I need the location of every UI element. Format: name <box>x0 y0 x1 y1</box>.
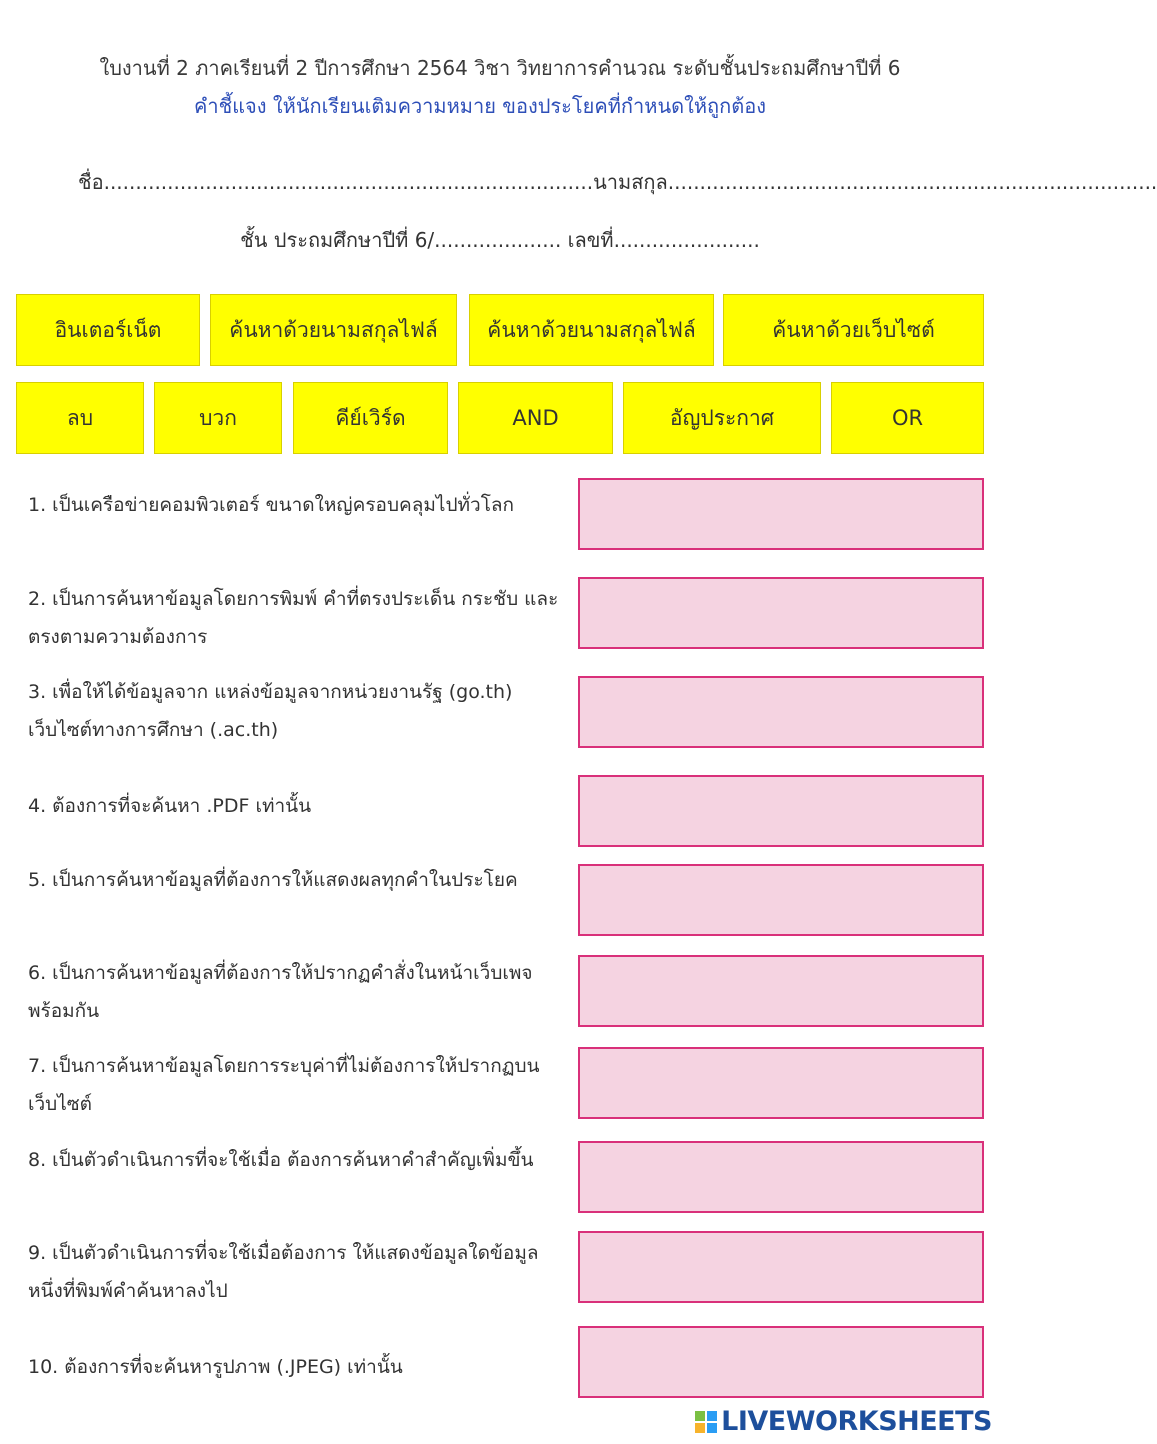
answer-box-3[interactable] <box>578 676 984 748</box>
question-1: 1. เป็นเครือข่ายคอมพิวเตอร์ ขนาดใหญ่ครอบคลุมไปทั่วโลก <box>28 494 515 516</box>
question-5: 5. เป็นการค้นหาข้อมูลที่ต้องการให้แสดงผลทุกคำในประโยค <box>28 869 518 891</box>
word-card-internet[interactable]: อินเตอร์เน็ต <box>16 294 200 366</box>
question-8: 8. เป็นตัวดำเนินการที่จะใช้เมื่อ ต้องการค้นหาคำสำคัญเพิ่มขึ้น <box>28 1149 534 1171</box>
instruction-text: คำชี้แจง ให้นักเรียนเติมความหมาย ของประโยคที่กำหนดให้ถูกต้อง <box>193 94 767 118</box>
answer-box-7[interactable] <box>578 1047 984 1119</box>
word-card-and[interactable]: AND <box>458 382 613 454</box>
answer-box-1[interactable] <box>578 478 984 550</box>
word-card-plus[interactable]: บวก <box>154 382 282 454</box>
question-10: 10. ต้องการที่จะค้นหารูปภาพ (.JPEG) เท่านั้น <box>28 1356 403 1378</box>
answer-box-8[interactable] <box>578 1141 984 1213</box>
answer-box-10[interactable] <box>578 1326 984 1398</box>
name-field-line: ชื่อ.............................................................................นามสกุล............................................................................. <box>78 170 1157 194</box>
word-card-search-by-extension-1[interactable]: ค้นหาด้วยนามสกุลไฟล์ <box>210 294 457 366</box>
liveworksheets-logo <box>695 1406 992 1437</box>
answer-box-5[interactable] <box>578 864 984 936</box>
question-3: 3. เพื่อให้ได้ข้อมูลจาก แหล่งข้อมูลจากหน่วยงานรัฐ (go.th) เว็บไซต์ทางการศึกษา (.ac.th) <box>28 681 513 741</box>
logo-text: LIVEWORKSHEETS <box>721 1406 992 1437</box>
question-9: 9. เป็นตัวดำเนินการที่จะใช้เมื่อต้องการ ให้แสดงข้อมูลใดข้อมูลหนึ่งที่พิมพ์คำค้นหาลงไป <box>28 1242 539 1302</box>
answer-box-2[interactable] <box>578 577 984 649</box>
class-field-line: ชั้น ประถมศึกษาปีที่ 6/.................... เลขที่....................... <box>240 228 760 252</box>
answer-box-6[interactable] <box>578 955 984 1027</box>
question-6: 6. เป็นการค้นหาข้อมูลที่ต้องการให้ปรากฏคำสั่งในหน้าเว็บเพจพร้อมกัน <box>28 962 533 1022</box>
question-7: 7. เป็นการค้นหาข้อมูลโดยการระบุค่าที่ไม่ต้องการให้ปรากฏบนเว็บไซต์ <box>28 1055 540 1115</box>
worksheet-title: ใบงานที่ 2 ภาคเรียนที่ 2 ปีการศึกษา 2564 วิชา วิทยาการคำนวณ ระดับชั้นประถมศึกษาปีที่ 6 <box>99 56 901 80</box>
logo-blocks-icon <box>695 1411 717 1433</box>
answer-box-4[interactable] <box>578 775 984 847</box>
word-card-keyword[interactable]: คีย์เวิร์ด <box>293 382 448 454</box>
answer-box-9[interactable] <box>578 1231 984 1303</box>
word-card-quotes[interactable]: อัญประกาศ <box>623 382 821 454</box>
word-card-search-by-extension-2[interactable]: ค้นหาด้วยนามสกุลไฟล์ <box>469 294 714 366</box>
word-card-or[interactable]: OR <box>831 382 984 454</box>
question-4: 4. ต้องการที่จะค้นหา .PDF เท่านั้น <box>28 795 312 817</box>
question-2: 2. เป็นการค้นหาข้อมูลโดยการพิมพ์ คำที่ตรงประเด็น กระชับ และตรงตามความต้องการ <box>28 588 559 648</box>
word-card-minus[interactable]: ลบ <box>16 382 144 454</box>
word-card-search-by-website[interactable]: ค้นหาด้วยเว็บไซต์ <box>723 294 984 366</box>
